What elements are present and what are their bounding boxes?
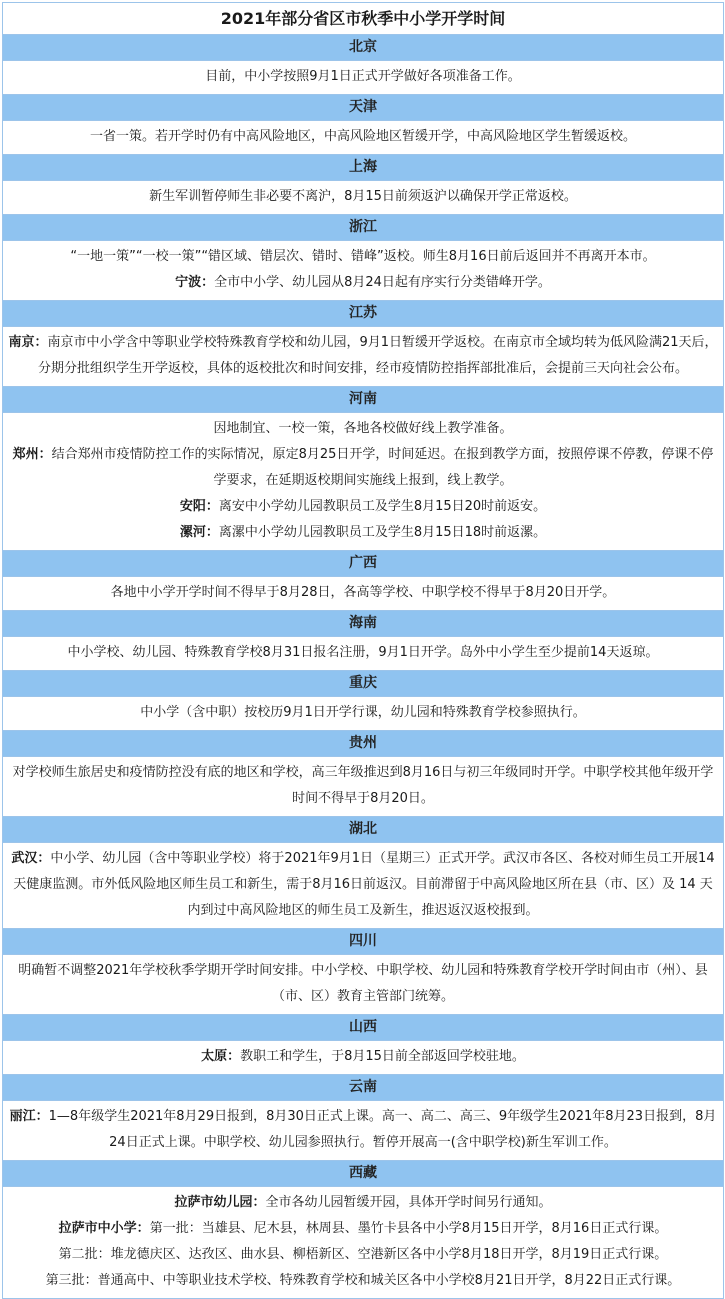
chongqing-line: 中小学（含中职）按校历9月1日开学行课，幼儿园和特殊教育学校参照执行。 bbox=[140, 705, 586, 720]
school-opening-table bbox=[2, 2, 724, 1299]
region-header-beijing: 北京 bbox=[3, 35, 723, 61]
ningbo-label: 宁波： bbox=[175, 275, 215, 290]
region-header-tianjin: 天津 bbox=[3, 95, 723, 121]
region-body-shanxi bbox=[3, 1041, 723, 1075]
zhengzhou-text: 结合郑州市疫情防控工作的实际情况，原定8月25日开学，时间延迟。在报到教学方面，按照停课不停教，停课不停学要求，在延期返校期间实施线上报到，线上教学。 bbox=[51, 447, 714, 488]
region-header-guangxi: 广西 bbox=[3, 551, 723, 577]
region-header-hainan: 海南 bbox=[3, 611, 723, 637]
tianjin-line: 一省一策。若开学时仍有中高风险地区，中高风险地区暂缓开学，中高风险地区学生暂缓返校。 bbox=[89, 129, 636, 144]
lijiang-label: 丽江： bbox=[9, 1109, 49, 1124]
lhasa-kindergarten-text: 全市各幼儿园暂缓开园，具体开学时间另行通知。 bbox=[265, 1195, 552, 1210]
region-header-yunnan: 云南 bbox=[3, 1075, 723, 1101]
lhasa-kindergarten-label: 拉萨市幼儿园： bbox=[174, 1195, 266, 1210]
ningbo-text: 全市中小学、幼儿园从8月24日起有序实行分类错峰开学。 bbox=[214, 275, 551, 290]
lhasa-batch2-line: 第二批：堆龙德庆区、达孜区、曲水县、柳梧新区、空港新区各中小学8月18日开学，8月19日正式行课。 bbox=[58, 1247, 668, 1262]
region-body-yunnan bbox=[3, 1101, 723, 1161]
region-body-chongqing bbox=[3, 697, 723, 731]
region-body-sichuan bbox=[3, 955, 723, 1015]
wuhan-text: 中小学、幼儿园（含中等职业学校）将于2021年9月1日（星期三）正式开学。武汉市各区、各校对师生员工开展14 天健康监测。市外低风险地区师生员工和新生，需于8月16日前返汉。目前滞留于中高风险地区所在县（市、区）及 14 天内到过中高风险地区的师生员工及新生，推迟返汉返校报到。 bbox=[13, 851, 715, 918]
region-header-shanghai: 上海 bbox=[3, 155, 723, 181]
lhasa-batch3-line: 第三批：普通高中、中等职业技术学校、特殊教育学校和城关区各中小学校8月21日开学，8月22日正式行课。 bbox=[45, 1273, 681, 1288]
region-body-jiangsu bbox=[3, 327, 723, 387]
anyang-label: 安阳： bbox=[179, 499, 219, 514]
lhasa-kindergarten-line bbox=[7, 1190, 719, 1216]
lhasa-school-batch1-line bbox=[7, 1216, 719, 1242]
beijing-line: 目前，中小学按照9月1日正式开学做好各项准备工作。 bbox=[205, 69, 521, 84]
region-header-jiangsu: 江苏 bbox=[3, 301, 723, 327]
shanghai-line: 新生军训暂停师生非必要不离沪，8月15日前须返沪以确保开学正常返校。 bbox=[149, 189, 577, 204]
region-header-zhejiang: 浙江 bbox=[3, 215, 723, 241]
region-body-zhejiang bbox=[3, 241, 723, 301]
region-header-shanxi: 山西 bbox=[3, 1015, 723, 1041]
anyang-text: 离安中小学幼儿园教职员工及学生8月15日20时前返安。 bbox=[218, 499, 547, 514]
wuhan-line bbox=[7, 846, 719, 924]
lijiang-line bbox=[7, 1104, 719, 1156]
region-header-xizang: 西藏 bbox=[3, 1161, 723, 1187]
lhasa-school-label: 拉萨市中小学： bbox=[58, 1221, 150, 1236]
region-header-sichuan: 四川 bbox=[3, 929, 723, 955]
zhejiang-line: “一地一策”“一校一策”“错区域、错层次、错时、错峰”返校。师生8月16日前后返回并不再离开本市。 bbox=[70, 249, 656, 264]
guizhou-line: 对学校师生旅居史和疫情防控没有底的地区和学校，高三年级推迟到8月16日与初三年级同时开学。中职学校其他年级开学时间不得早于8月20日。 bbox=[12, 765, 714, 806]
region-header-henan: 河南 bbox=[3, 387, 723, 413]
sichuan-line: 明确暂不调整2021年学校秋季学期开学时间安排。中小学校、中职学校、幼儿园和特殊教育学校开学时间由市（州）、县（市、区）教育主管部门统筹。 bbox=[18, 963, 708, 1004]
region-body-henan bbox=[3, 413, 723, 551]
table-title: 2021年部分省区市秋季中小学开学时间 bbox=[3, 3, 723, 35]
zhengzhou-line bbox=[7, 442, 719, 494]
region-body-guangxi bbox=[3, 577, 723, 611]
region-body-shanghai bbox=[3, 181, 723, 215]
region-header-hubei: 湖北 bbox=[3, 817, 723, 843]
wuhan-label: 武汉： bbox=[11, 851, 51, 866]
hainan-line: 中小学校、幼儿园、特殊教育学校8月31日报名注册，9月1日开学。岛外中小学生至少提前14天返琼。 bbox=[67, 645, 659, 660]
region-body-hainan bbox=[3, 637, 723, 671]
henan-line: 因地制宜、一校一策，各地各校做好线上教学准备。 bbox=[213, 421, 513, 436]
region-body-tianjin bbox=[3, 121, 723, 155]
nanjing-label: 南京： bbox=[8, 335, 48, 350]
nanjing-line bbox=[7, 330, 719, 382]
anyang-line bbox=[7, 494, 719, 520]
zhengzhou-label: 郑州： bbox=[12, 447, 52, 462]
ningbo-line bbox=[7, 270, 719, 296]
region-body-guizhou bbox=[3, 757, 723, 817]
luohe-label: 漯河： bbox=[179, 525, 219, 540]
taiyuan-label: 太原： bbox=[201, 1049, 241, 1064]
region-body-xizang bbox=[3, 1187, 723, 1298]
taiyuan-line bbox=[7, 1044, 719, 1070]
lhasa-batch1-text: 第一批：当雄县、尼木县，林周县、墨竹卡县各中小学8月15日开学，8月16日正式行课。 bbox=[149, 1221, 668, 1236]
region-header-chongqing: 重庆 bbox=[3, 671, 723, 697]
luohe-text: 离漯中小学幼儿园教职员工及学生8月15日18时前返漯。 bbox=[218, 525, 547, 540]
nanjing-text: 南京市中小学含中等职业学校特殊教育学校和幼儿园，9月1日暂缓开学返校。在南京市全域均转为低风险满21天后，分期分批组织学生开学返校，具体的返校批次和时间安排，经市疫情防控指挥部批准后，会提前三天向社会公布。 bbox=[37, 335, 718, 376]
region-body-beijing bbox=[3, 61, 723, 95]
guangxi-line: 各地中小学开学时间不得早于8月28日，各高等学校、中职学校不得早于8月20日开学。 bbox=[110, 585, 616, 600]
luohe-line bbox=[7, 520, 719, 546]
region-header-guizhou: 贵州 bbox=[3, 731, 723, 757]
lijiang-text: 1—8年级学生2021年8月29日报到，8月30日正式上课。高一、高二、高三、9年级学生2021年8月23日报到，8月24日正式上课。中职学校、幼儿园参照执行。暂停开展高一(含中职学校)新生军训工作。 bbox=[48, 1109, 717, 1150]
region-body-hubei bbox=[3, 843, 723, 929]
taiyuan-text: 教职工和学生，于8月15日前全部返回学校驻地。 bbox=[240, 1049, 525, 1064]
